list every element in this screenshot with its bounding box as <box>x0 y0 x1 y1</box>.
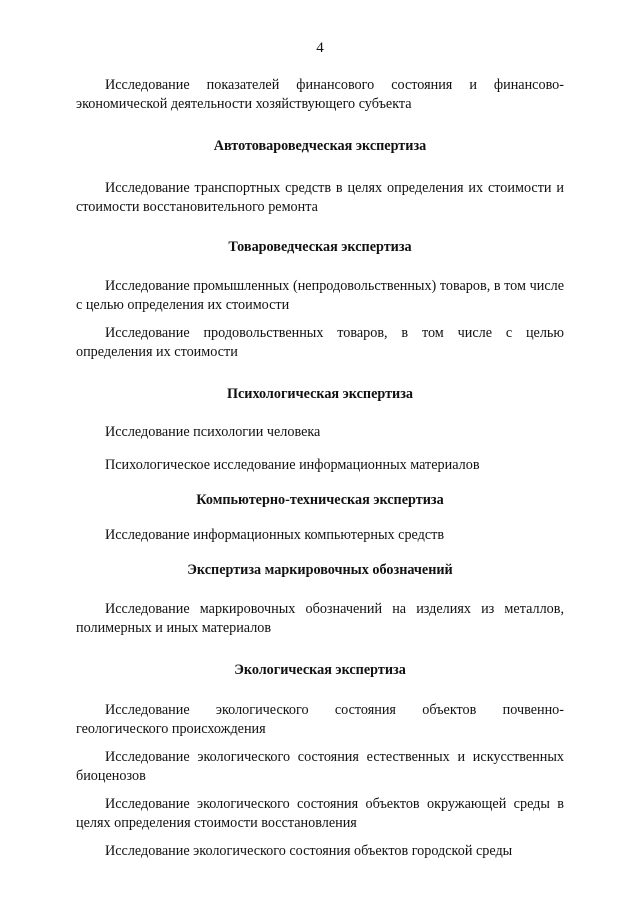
section-heading: Психологическая экспертиза <box>226 386 414 402</box>
paragraph: Исследование экологического состояния объектов окружающей среды в целях определения стоимости восстановления <box>76 796 564 831</box>
paragraph: Исследование транспортных средств в целях определения их стоимости и стоимости восстановительного ремонта <box>76 180 564 215</box>
paragraph: Исследование экологического состояния объектов почвенно-геологического происхождения <box>76 702 564 737</box>
paragraph: Исследование экологического состояния объектов городской среды <box>105 843 513 859</box>
paragraph: Исследование продовольственных товаров, в том числе с целью определения их стоимости <box>76 325 564 360</box>
paragraph: Исследование маркировочных обозначений на изделиях из металлов, полимерных и иных материалов <box>76 601 564 636</box>
section-heading: Экспертиза маркировочных обозначений <box>187 562 453 578</box>
section-heading: Автотовароведческая экспертиза <box>213 138 427 154</box>
paragraph: Исследование психологии человека <box>105 424 321 440</box>
section-heading: Товароведческая экспертиза <box>228 239 412 255</box>
paragraph: Психологическое исследование информационных материалов <box>105 457 480 473</box>
section-heading: Экологическая экспертиза <box>234 662 406 678</box>
paragraph: Исследование показателей финансового состояния и финансово-экономической деятельности хозяйствующего субъекта <box>76 77 564 112</box>
page-number: 4 <box>316 40 324 56</box>
paragraph: Исследование информационных компьютерных средств <box>105 527 445 543</box>
section-heading: Компьютерно-техническая экспертиза <box>196 492 444 508</box>
paragraph: Исследование промышленных (непродовольственных) товаров, в том числе с целью определения их стоимости <box>76 278 564 313</box>
paragraph: Исследование экологического состояния естественных и искусственных биоценозов <box>76 749 564 784</box>
document-body <box>76 76 564 861</box>
